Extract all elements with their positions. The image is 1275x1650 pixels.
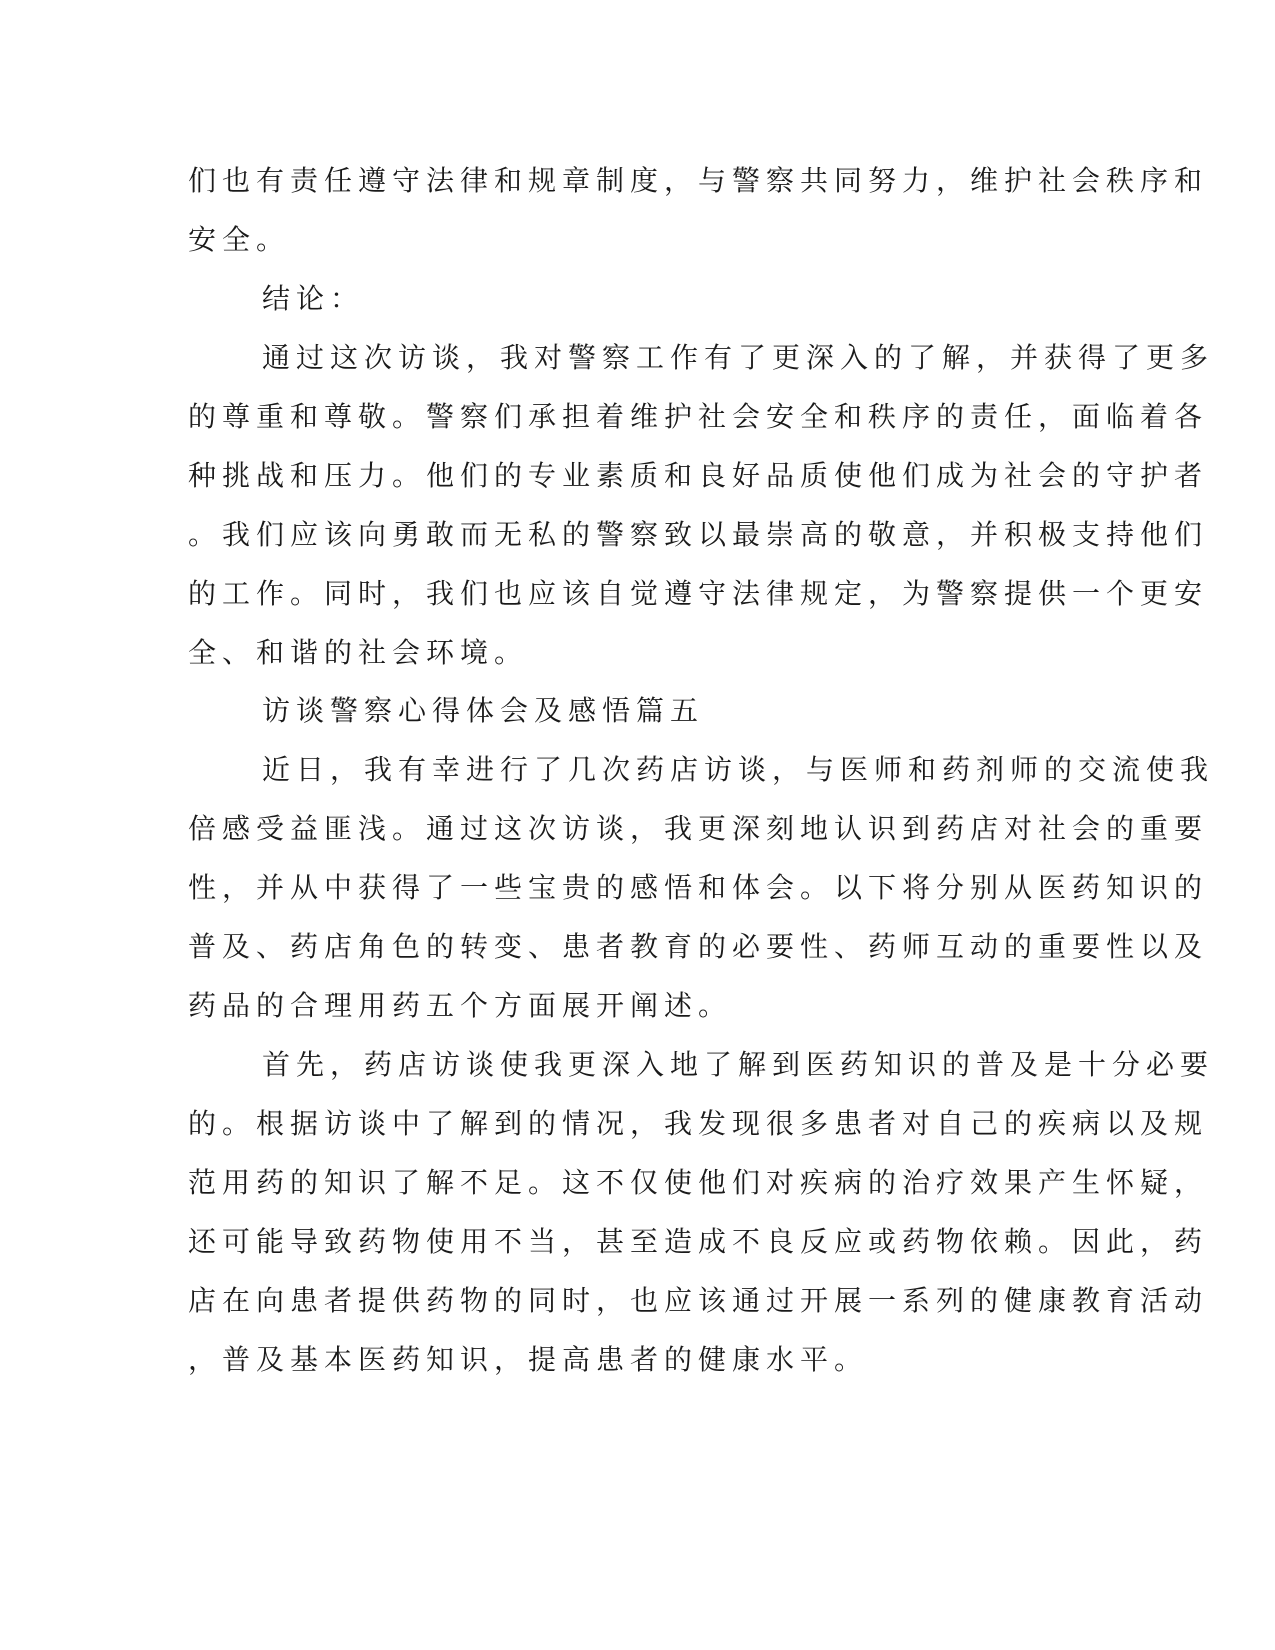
text-line: 范用药的知识了解不足。这不仅使他们对疾病的治疗效果产生怀疑， [188, 1166, 1209, 1199]
text-line: 全、和谐的社会环境。 [188, 636, 529, 669]
text-line: ，普及基本医药知识，提高患者的健康水平。 [188, 1343, 869, 1376]
text-line: 种挑战和压力。他们的专业素质和良好品质使他们成为社会的守护者 [188, 459, 1209, 492]
text-line: 的尊重和尊敬。警察们承担着维护社会安全和秩序的责任，面临着各 [188, 400, 1209, 433]
text-line: 性，并从中获得了一些宝贵的感悟和体会。以下将分别从医药知识的 [188, 871, 1209, 904]
text-line: 店在向患者提供药物的同时，也应该通过开展一系列的健康教育活动 [188, 1284, 1209, 1317]
text-line: 通过这次访谈，我对警察工作有了更深入的了解，并获得了更多 [262, 341, 1215, 374]
section-heading: 访谈警察心得体会及感悟篇五 [262, 694, 705, 727]
text-line: 药品的合理用药五个方面展开阐述。 [188, 989, 733, 1022]
text-line: 安全。 [188, 223, 291, 256]
text-line: 的工作。同时，我们也应该自觉遵守法律规定，为警察提供一个更安 [188, 577, 1209, 610]
section-heading: 结论： [262, 282, 365, 315]
text-line: 。我们应该向勇敢而无私的警察致以最崇高的敬意，并积极支持他们 [188, 518, 1209, 551]
text-line: 的。根据访谈中了解到的情况，我发现很多患者对自己的疾病以及规 [188, 1107, 1209, 1140]
text-line: 普及、药店角色的转变、患者教育的必要性、药师互动的重要性以及 [188, 930, 1209, 963]
text-line: 们也有责任遵守法律和规章制度，与警察共同努力，维护社会秩序和 [188, 164, 1209, 197]
text-line: 还可能导致药物使用不当，甚至造成不良反应或药物依赖。因此，药 [188, 1225, 1209, 1258]
text-line: 倍感受益匪浅。通过这次访谈，我更深刻地认识到药店对社会的重要 [188, 812, 1209, 845]
text-line: 首先，药店访谈使我更深入地了解到医药知识的普及是十分必要 [262, 1048, 1215, 1081]
text-line: 近日，我有幸进行了几次药店访谈，与医师和药剂师的交流使我 [262, 753, 1215, 786]
